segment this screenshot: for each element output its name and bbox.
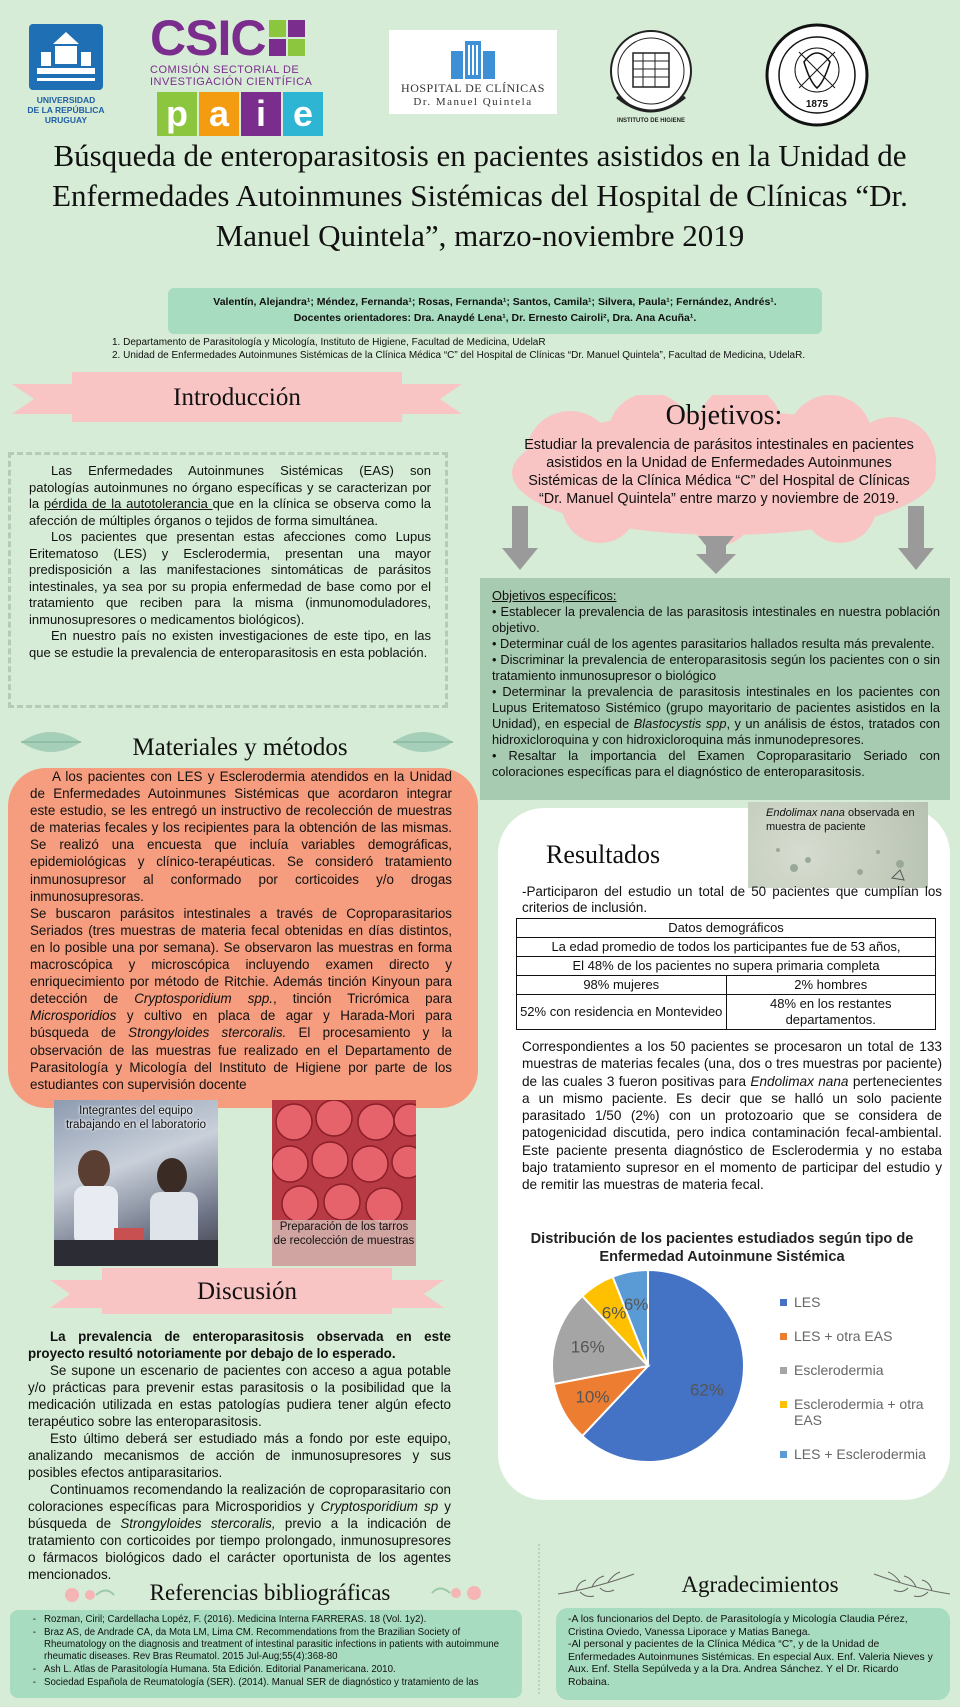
materiales-paragraph-1: A los pacientes con LES y Esclerodermia atendidos en la Unidad de Enfermedades Autoinmunes Sistémicas que acordaron integrar este estudio, se les entregó un instructivo de recolección de muestras de materias fecales y los recipientes para la obtención de las mismas. Se realizó una encuesta que incluía variables demográficas, epidemiológicas y clínico-terapéuticas. Se consideró tratamiento inmunosupresor al conformado por corticoides y/o drogas inmunosupresoras. — [30, 769, 452, 904]
table-header: Datos demográficos — [517, 919, 936, 938]
instituto-higiene-logo — [596, 22, 706, 132]
affiliation-2: 2. Unidad de Enfermedades Autoinmunes Sistémicas de la Clínica Médica “C” del Hospital de Clínicas “Dr. Manuel Quintela”, Facultad de Medicina, UdelaR. — [112, 350, 806, 361]
legend-swatch — [780, 1333, 787, 1340]
intro-paragraph-1: Las Enfermedades Autoinmunes Sistémicas (EAS) son patologías autoinmunes no órgano específicas y se caracterizan por la pérdida de la autotolerancia que en la clínica se observa como la afección de múltiples órganos o tejidos de forma simultánea. — [29, 463, 431, 528]
microscopy-image — [748, 802, 928, 888]
poster-title: Búsqueda de enteroparasitosis en pacientes asistidos en la Unidad de Enfermedades Autoinmunes Sistémicas del Hospital de Clínicas “Dr. Manuel Quintela”, marzo-noviembre 2019 — [52, 138, 908, 253]
discusion-paragraph-3: Esto último deberá ser estudiado más a fondo por este equipo, analizando mecanismos de acción de inmunosupresores y sus posibles efectos antiparasitarios. — [28, 1431, 451, 1480]
materiales-box — [8, 768, 478, 1108]
intro-heading: Introducción — [173, 384, 301, 411]
pie-label: 16% — [570, 1337, 605, 1357]
objetivos-especificos-box — [480, 578, 950, 800]
csic-subtitle: COMISIÓN SECTORIAL DE INVESTIGACIÓN CIENTÍFICA — [150, 64, 313, 88]
objetivo-general: Estudiar la prevalencia de parásitos intestinales en pacientes asistidos en la Unidad de Enfermedades Autoinmunes Sistémicas de la Clínica Médica “C” del Hospital de Clínicas “Dr. Manuel Quintela” entre marzo y noviembre de 2019. — [524, 437, 914, 507]
chart-legend — [780, 1294, 930, 1480]
pie-label: 62% — [689, 1380, 724, 1400]
objetivos-arrows — [500, 506, 940, 576]
pie-chart — [548, 1266, 748, 1466]
facultad-medicina-seal — [762, 20, 872, 130]
legend-label: LES — [794, 1294, 821, 1310]
agradecimientos-heading: Agradecimientos — [681, 1572, 839, 1597]
resultados-heading: Resultados — [546, 840, 661, 869]
table-row: El 48% de los pacientes no supera primaria completa — [517, 957, 936, 976]
resultados-intro: -Participaron del estudio un total de 50 pacientes que cumplían los criterios de inclusión. — [522, 884, 942, 915]
lab-team-caption: Integrantes del equipo trabajando en el laboratorio — [65, 1105, 207, 1131]
especifico-3: • Discriminar la prevalencia de enteroparasitosis según los pacientes con o sin tratamiento inmunosupresor o biológico — [492, 652, 940, 683]
intro-paragraph-3: En nuestro país no existen investigaciones de este tipo, en las que se estudie la prevalencia de enteroparasitosis en esta población. — [29, 628, 431, 660]
paie-logo — [155, 92, 325, 136]
agradecimientos-paragraph-1: -A los funcionarios del Depto. de Parasitología y Micología Claudia Pérez, Cristina Oviedo, Vanessa Liporace y Matias Banega. — [568, 1614, 908, 1638]
hospital-name: HOSPITAL DE CLÍNICAS — [401, 80, 545, 95]
csic-logo — [150, 8, 324, 92]
discusion-paragraph-1: La prevalencia de enteroparasitosis observada en este proyecto resultó notoriamente por debajo de lo esperado. — [28, 1329, 451, 1361]
higiene-seal-icon — [603, 25, 699, 129]
discusion-ribbon — [50, 1266, 444, 1318]
especifico-4: • Determinar la prevalencia de parasitosis intestinales en los pacientes con Lupus Eritematoso Sistémico (grupo mayoritario de pacientes asistidos en la Unidad), en especial de Blastocystis spp, y un análisis de éstos, tratados con hidroxicloroquina y con hidroxicloroquina más inmunodepresores. — [492, 684, 941, 747]
discusion-paragraph-4: Continuamos recomendando la realización de coproparasitario con coloraciones específicas para Microsporidios y Cryptosporidium sp y búsqueda de Strongyloides stercoralis, previo a la indicación de tratamiento con corticoides por tiempo prolongado, inmunosupresores o fármacos biológicos dado el carácter oportunista de los agentes mencionados. — [28, 1482, 451, 1582]
intro-paragraph-2: Los pacientes que presentan estas afecciones como Lupus Eritematoso (LES) y Esclerodermia, presentan una mayor predisposición a las manifestaciones sintomáticas de parásitos intestinales, ya sea por su propia enfermedad de base como por el tratamiento que reciben para la misma (inmunomoduladores, inmunosupresores o medicamentos biológicos). — [29, 529, 431, 627]
affiliations — [112, 336, 942, 362]
table-cell: 52% con residencia en Montevideo — [517, 995, 727, 1030]
table-row: La edad promedio de todos los participantes fue de 53 años, — [517, 938, 936, 957]
hospital-clinicas-logo — [389, 30, 557, 114]
udelar-logo — [18, 14, 114, 132]
table-cell: 98% mujeres — [517, 976, 727, 995]
materiales-heading: Materiales y métodos — [132, 734, 348, 761]
table-cell: 2% hombres — [726, 976, 936, 995]
reference-item: - Rozman, Ciril; Cardellacha Lopéz, F. (2016). Medicina Interna FARRERAS. 18 (Vol. 1y2). — [44, 1614, 522, 1626]
legend-swatch — [780, 1367, 787, 1374]
legend-entry — [780, 1294, 930, 1310]
hospital-subname: Dr. Manuel Quintela — [413, 95, 533, 108]
especificos-title: Objetivos específicos: — [492, 588, 617, 603]
legend-label: LES + Esclerodermia — [794, 1446, 926, 1462]
especifico-5: • Resaltar la importancia del Examen Coproparasitario Seriado con coloraciones específicas para el diagnóstico de enteroparasitosis. — [492, 748, 940, 779]
lab-team-photo — [54, 1100, 218, 1266]
udelar-text: UNIVERSIDAD DE LA REPÚBLICA URUGUAY — [27, 94, 105, 125]
legend-swatch — [780, 1451, 787, 1458]
legend-label: LES + otra EAS — [794, 1328, 893, 1344]
intro-box — [8, 452, 448, 708]
facultad-seal-icon — [764, 22, 870, 128]
agradecimientos-paragraph-2: -Al personal y pacientes de la Clínica Médica “C”, y de la Unidad de Enfermedades Autoinmunes Sistémicas. En especial Aux. Enf. Valeria Nieves y Aux. Enf. Stella Sepúlveda y a la Dra. Andrea Sánchez. Y el Dr. Ricardo Robaina. — [568, 1639, 933, 1688]
hospital-building-icon — [443, 37, 503, 81]
table-cell: 48% en los restantes departamentos. — [726, 995, 936, 1030]
reference-item: - Ash L. Atlas de Parasitología Humana. 5ta Edición. Editorial Panamericana. 2010. — [44, 1664, 522, 1676]
discusion-paragraph-2: Se supone un escenario de pacientes con acceso a agua potable y/o prácticas para prevenir estas parasitosis o la posibilidad que la medicación utilizada en estas patologías pudiera tener algún efecto terapéutico sobre las enteroparasitosis. — [28, 1363, 451, 1429]
referencias-heading: Referencias bibliográficas — [149, 1580, 391, 1605]
affiliation-1: 1. Departamento de Parasitología y Micología, Instituto de Higiene, Facultad de Medicina, UdelaR — [112, 337, 546, 348]
discusion-heading: Discusión — [197, 1278, 297, 1305]
authors-line: Valentín, Alejandra¹; Méndez, Fernanda¹; Rosas, Fernanda¹; Santos, Camila¹; Silvera, Paula¹; Fernández, Andrés¹. — [213, 296, 777, 308]
csic-wordmark: CSIC — [150, 10, 266, 66]
legend-entry — [780, 1446, 930, 1462]
legend-swatch — [780, 1299, 787, 1306]
reference-item: - Braz AS, de Andrade CA, da Mota LM, Lima CM. Recommendations from the Brazilian Society of Rheumatology on the diagnosis and treatment of intestinal parasitic infections in patients with autoimmune rheumatic diseases. Rev Bras Reumatol. 2015 Jul-Aug;55(4):368-80 — [44, 1627, 522, 1663]
paie-letter-a: a — [199, 92, 239, 136]
especifico-2: • Determinar cuál de los agentes parasitarios hallados resulta más prevalente. — [492, 636, 935, 651]
referencias-box — [10, 1610, 522, 1698]
discusion-body — [28, 1328, 451, 1583]
higiene-text: INSTITUTO DE HIGIENE — [617, 118, 685, 124]
especifico-1: • Establecer la prevalencia de las parasitosis intestinales en nuestra población objetivo. — [492, 604, 940, 635]
facultad-year: 1875 — [805, 99, 829, 110]
demographics-table — [516, 918, 936, 1030]
sample-jars-caption: Preparación de los tarros de recolección de muestras — [273, 1221, 415, 1247]
paie-letter-i: i — [241, 92, 281, 136]
authors-box — [168, 288, 822, 334]
paie-letter-p: p — [157, 92, 197, 136]
materiales-paragraph-2: Se buscaron parásitos intestinales a través de Coproparasitarios Seriados (tres muestras de materia fecal obtenidas en días distintos, en lo posible una por semana). Se observaron las muestras en forma macroscópica y microscópica incluyendo examen directo y enriquecimiento por método de Ritchie. Además tinción Kinyoun para detección de Cryptosporidium spp., tinción Tricrómica para Microsporidios y cultivo en placa de agar y Harada-Mori para búsqueda de Strongyloides stercoralis. El procesamiento y la observación de las muestras fue realizado en el Departamento de Parasitología y Micología del Instituto de Higiene por parte de los estudiantes con supervisión docente — [30, 905, 452, 1092]
legend-label: Esclerodermia + otra EAS — [794, 1396, 924, 1428]
udelar-building-icon — [27, 22, 105, 92]
sample-jars-photo — [272, 1100, 416, 1266]
advisors-line: Docentes orientadores: Dra. Anaydé Lena¹, Dr. Ernesto Cairoli², Dra. Ana Acuña¹. — [293, 312, 697, 324]
legend-label: Esclerodermia — [794, 1362, 884, 1378]
microscopy-caption: Endolimax nana observada en muestra de paciente — [766, 807, 915, 833]
column-divider — [538, 1544, 540, 1694]
chart-title: Distribución de los pacientes estudiados según tipo de Enfermedad Autoinmune Sistémica — [530, 1231, 914, 1265]
legend-entry — [780, 1328, 930, 1344]
paie-letter-e: e — [283, 92, 323, 136]
agradecimientos-box — [556, 1608, 950, 1700]
pie-label: 10% — [575, 1387, 610, 1407]
pie-label: 6% — [623, 1294, 649, 1314]
resultados-paragraph: Correspondientes a los 50 pacientes se procesaron un total de 133 muestras de materias fecales (una, dos o tres muestras por paciente) de las cuales 3 fueron positivas para Endolimax nana pertenecientes a un mismo paciente. Es decir que se halló un solo paciente parasitado 1/50 (2%) con un protozoario que se considera de patogenicidad discutida, pero indica contaminación fecal-ambiental. Este paciente presenta diagnóstico de Esclerodermia y no estaba bajo tratamiento supresor en el momento de participar del estudio y de remitir las muestras de materia fecal. — [522, 1039, 942, 1193]
legend-entry — [780, 1362, 930, 1378]
legend-swatch — [780, 1401, 787, 1408]
intro-ribbon — [12, 370, 462, 426]
csic-squares-icon — [267, 18, 307, 58]
legend-entry — [780, 1396, 930, 1428]
reference-item: - Sociedad Española de Reumatología (SER). (2014). Manual SER de diagnóstico y tratamiento de las — [44, 1677, 522, 1689]
pie-label: 6% — [601, 1303, 627, 1323]
objetivos-heading: Objetivos: — [665, 400, 783, 431]
